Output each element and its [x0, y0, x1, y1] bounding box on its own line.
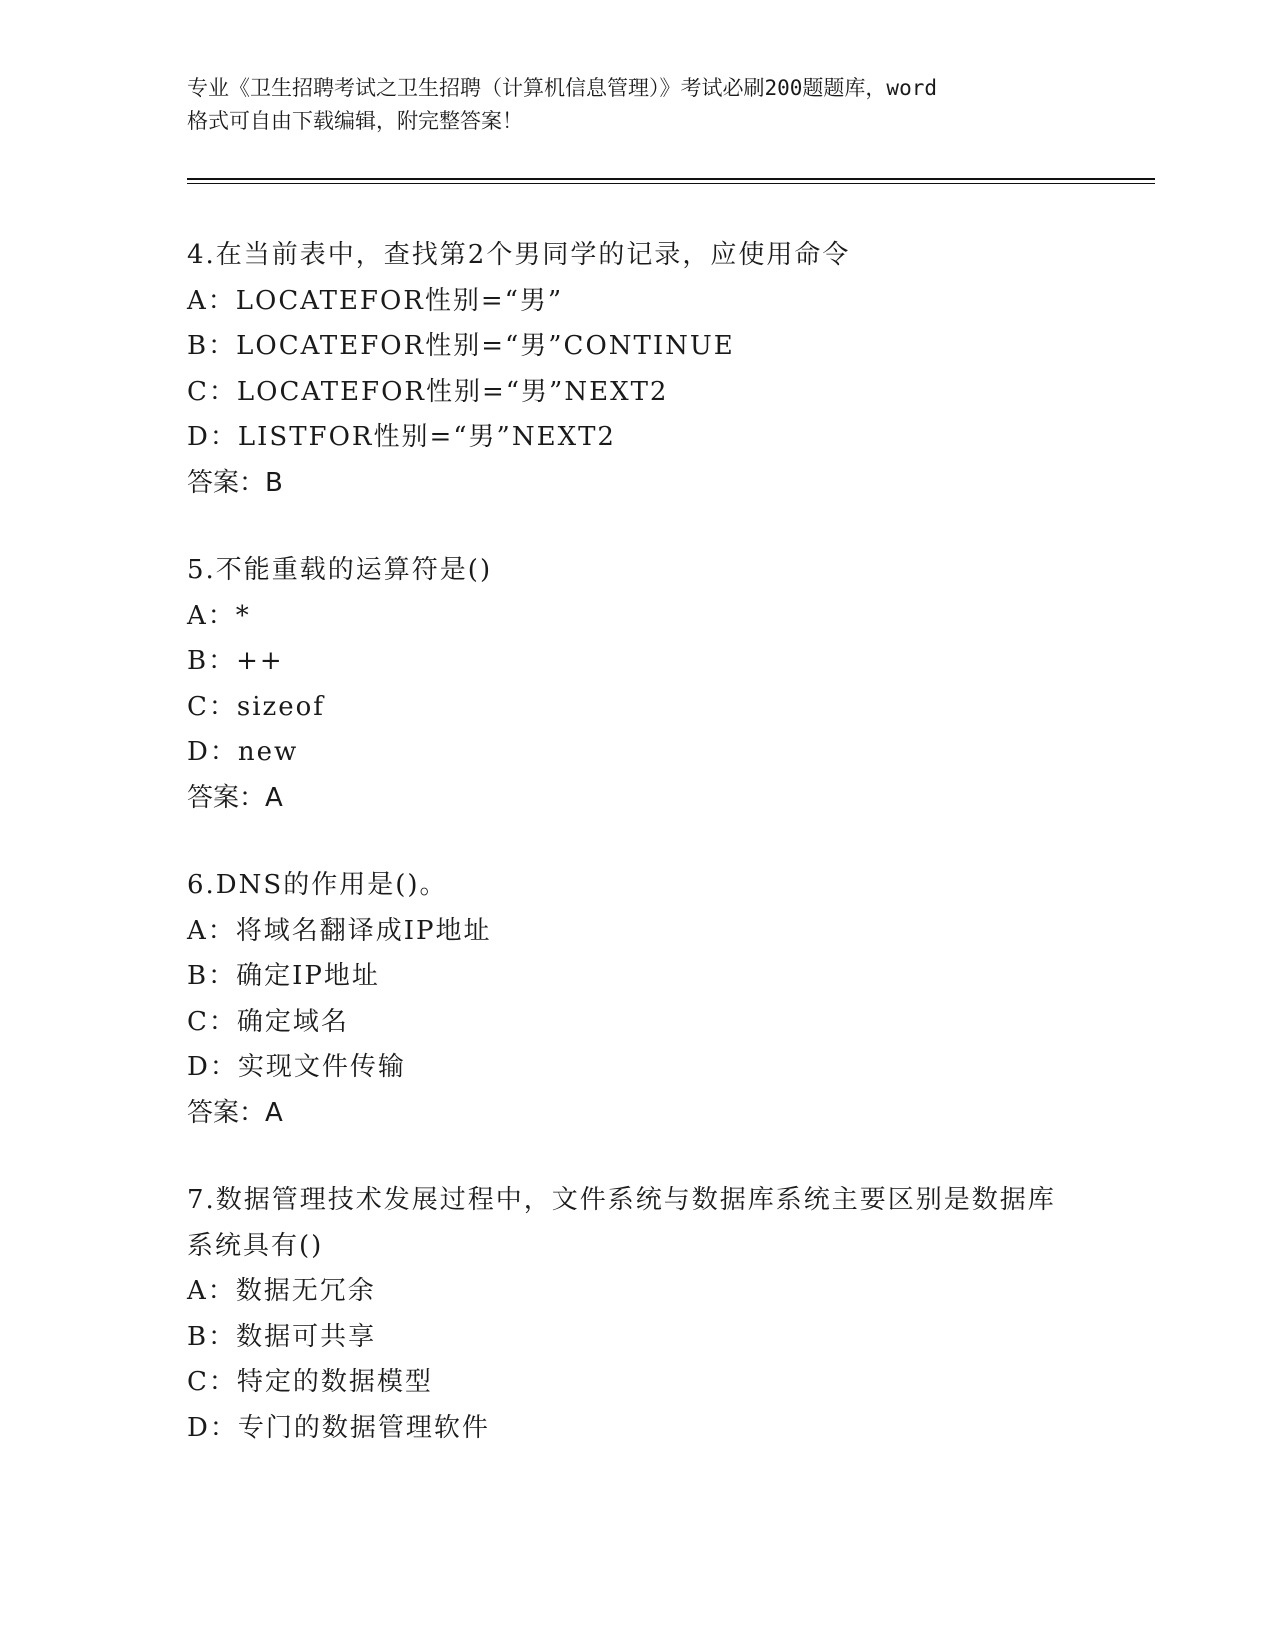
question-6: [187, 863, 1087, 1136]
answer-text: 答案：B: [187, 467, 283, 498]
header-line-1: 专业《卫生招聘考试之卫生招聘（计算机信息管理）》考试必刷200题题库，word: [187, 76, 937, 100]
answer-text: 答案：A: [187, 1097, 283, 1128]
question-title: 7.数据管理技术发展过程中，文件系统与数据库系统主要区别是数据库系统具有(): [187, 1185, 1056, 1261]
option-a: A：数据无冗余: [187, 1276, 376, 1306]
option-b: B：确定IP地址: [187, 961, 380, 991]
option-d: D：LISTFOR性别=“男”NEXT2: [187, 422, 616, 452]
question-4: [187, 233, 1087, 506]
question-title: 5.不能重载的运算符是(): [187, 555, 493, 585]
option-c: C：sizeof: [187, 691, 325, 722]
option-c: C：特定的数据模型: [187, 1367, 433, 1397]
option-d: D：实现文件传输: [187, 1052, 406, 1082]
option-b: B：LOCATEFOR性别=“男”CONTINUE: [187, 331, 735, 361]
option-d: D：专门的数据管理软件: [187, 1412, 490, 1443]
option-c: C：LOCATEFOR性别=“男”NEXT2: [187, 376, 669, 407]
option-a: A：*: [187, 600, 251, 631]
document-header: [187, 72, 1087, 138]
option-b: B：数据可共享: [187, 1321, 377, 1352]
question-list: [187, 233, 1087, 1493]
question-title: 4.在当前表中，查找第2个男同学的记录，应使用命令: [187, 240, 851, 270]
option-b: B：++: [187, 646, 284, 676]
option-d: D：new: [187, 737, 299, 767]
question-7: [187, 1178, 1087, 1451]
option-a: A：将域名翻译成IP地址: [187, 915, 492, 946]
question-5: [187, 548, 1087, 821]
header-line-2: 格式可自由下载编辑，附完整答案！: [187, 109, 523, 133]
option-c: C：确定域名: [187, 1006, 349, 1037]
answer-text: 答案：A: [187, 782, 283, 813]
option-a: A：LOCATEFOR性别=“男”: [187, 285, 564, 316]
header-divider: [187, 178, 1155, 184]
question-title: 6.DNS的作用是()。: [187, 870, 448, 900]
